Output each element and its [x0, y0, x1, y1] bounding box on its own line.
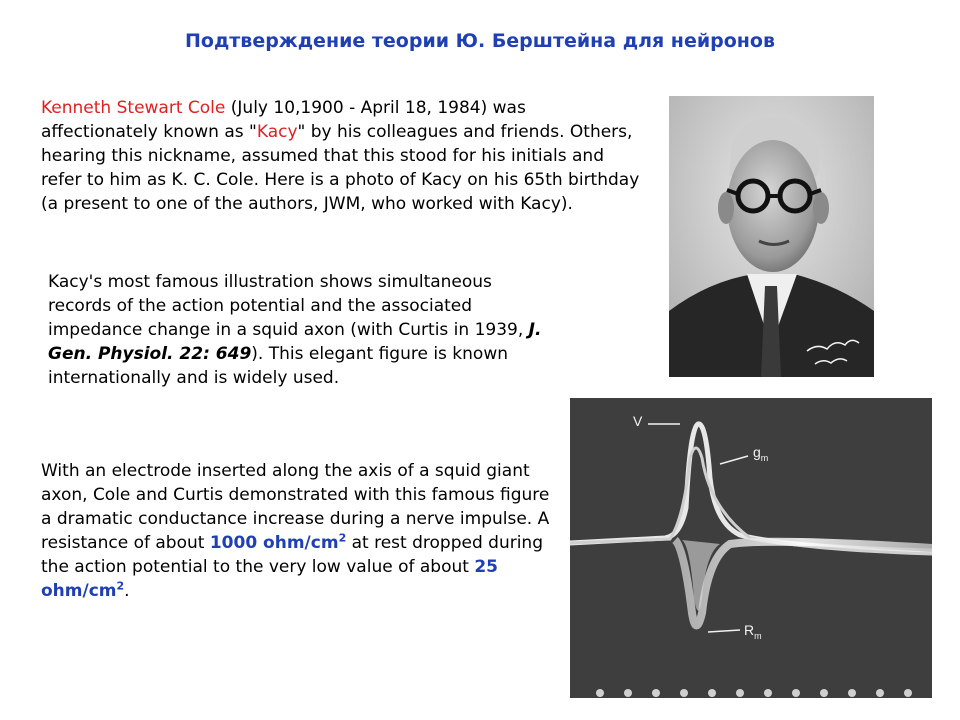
bio-paragraph [41, 96, 641, 216]
portrait-illustration [669, 96, 874, 377]
resistance-rest-exponent: 2 [338, 531, 347, 545]
conductance-text-b: at rest dropped during the action potential to the very low value of about [41, 533, 543, 577]
figure-description-paragraph [48, 270, 548, 390]
page-title: Подтверждение теории Ю. Берштейна для нейронов [184, 30, 775, 52]
bio-text-a: (July 10,1900 - April 18, 1984) was affectionately known as " [41, 98, 526, 142]
label-conductance-symbol: g [753, 444, 761, 460]
label-resistance-symbol: R [744, 622, 755, 638]
oscilloscope-traces [570, 398, 932, 698]
oscilloscope-figure [570, 398, 932, 698]
resistance-rest-value [210, 533, 346, 553]
bio-text-b: " by his colleagues and friends. Others, hearing this nickname, assumed that this stood for his initials and refer to him as K. C. Cole. Here is a photo of Kacy on his 65th birthday (a present to one of the authors, JWM, who worked with Kacy). [41, 122, 640, 214]
label-resistance-subscript: m [754, 630, 762, 641]
resistance-rest-number: 1000 ohm/cm [209, 533, 339, 553]
resistance-active-exponent: 2 [116, 579, 125, 593]
conductance-text-c: . [124, 581, 130, 601]
conductance-text-a: With an electrode inserted along the axis of a squid giant axon, Cole and Curtis demonstrated with this famous figure a dramatic conductance increase during a nerve impulse. A resistance of about [41, 461, 550, 553]
person-name: Kenneth Stewart Cole [41, 98, 226, 118]
figure-text-a: Kacy's most famous illustration shows simultaneous records of the action potential and the associated impedance change in a squid axon (with Curtis in 1939, [48, 272, 529, 340]
resistance-active-number: 25 ohm/cm [41, 557, 498, 601]
label-voltage: V [633, 413, 643, 429]
journal-citation: J. Gen. Physiol. 22: 649 [48, 320, 542, 364]
figure-text-b: ). This elegant figure is known internationally and is widely used. [48, 344, 509, 388]
label-conductance [753, 444, 768, 463]
label-resistance [744, 622, 762, 641]
portrait-photo [669, 96, 874, 377]
conductance-paragraph [41, 459, 551, 603]
nickname: Kacy [256, 122, 298, 142]
label-conductance-subscript: m [760, 452, 769, 463]
